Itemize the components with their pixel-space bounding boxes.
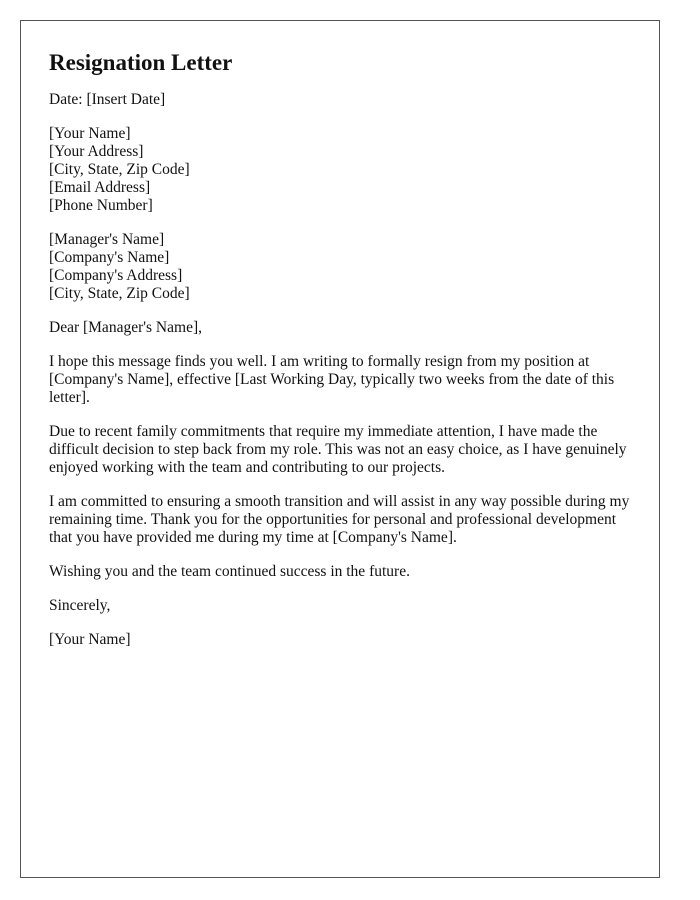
sender-city: [City, State, Zip Code] [49,161,190,178]
sender-address [49,125,639,215]
salutation: Dear [Manager's Name], [49,319,202,336]
signature: [Your Name] [49,631,131,648]
closing: Sincerely, [49,597,111,614]
body-paragraph-3: I am committed to ensuring a smooth transition and will assist in any way possible during my remaining time. Thank you for the opportunities for personal and professional development that you have provided me during my time at [Company's Name]. [49,493,630,546]
letter-title: Resignation Letter [49,50,233,75]
sender-street: [Your Address] [49,143,144,160]
sender-name: [Your Name] [49,125,131,142]
sender-email: [Email Address] [49,179,151,196]
body-paragraph-1: I hope this message finds you well. I am writing to formally resign from my position at [Company's Name], effective [Last Working Day, typically two weeks from the date of this letter]. [49,353,615,406]
body-paragraph-4: Wishing you and the team continued success in the future. [49,563,410,580]
recipient-name: [Manager's Name] [49,231,165,248]
letter-content [49,49,639,665]
body-paragraph-2: Due to recent family commitments that require my immediate attention, I have made the difficult decision to step back from my role. This was not an easy choice, as I have genuinely enjoyed working with the team and contributing to our projects. [49,423,627,476]
sender-phone: [Phone Number] [49,197,153,214]
recipient-street: [Company's Address] [49,267,183,284]
recipient-city: [City, State, Zip Code] [49,285,190,302]
recipient-company: [Company's Name] [49,249,170,266]
date-line: Date: [Insert Date] [49,91,166,108]
recipient-address [49,231,639,303]
letter-page [20,20,660,878]
